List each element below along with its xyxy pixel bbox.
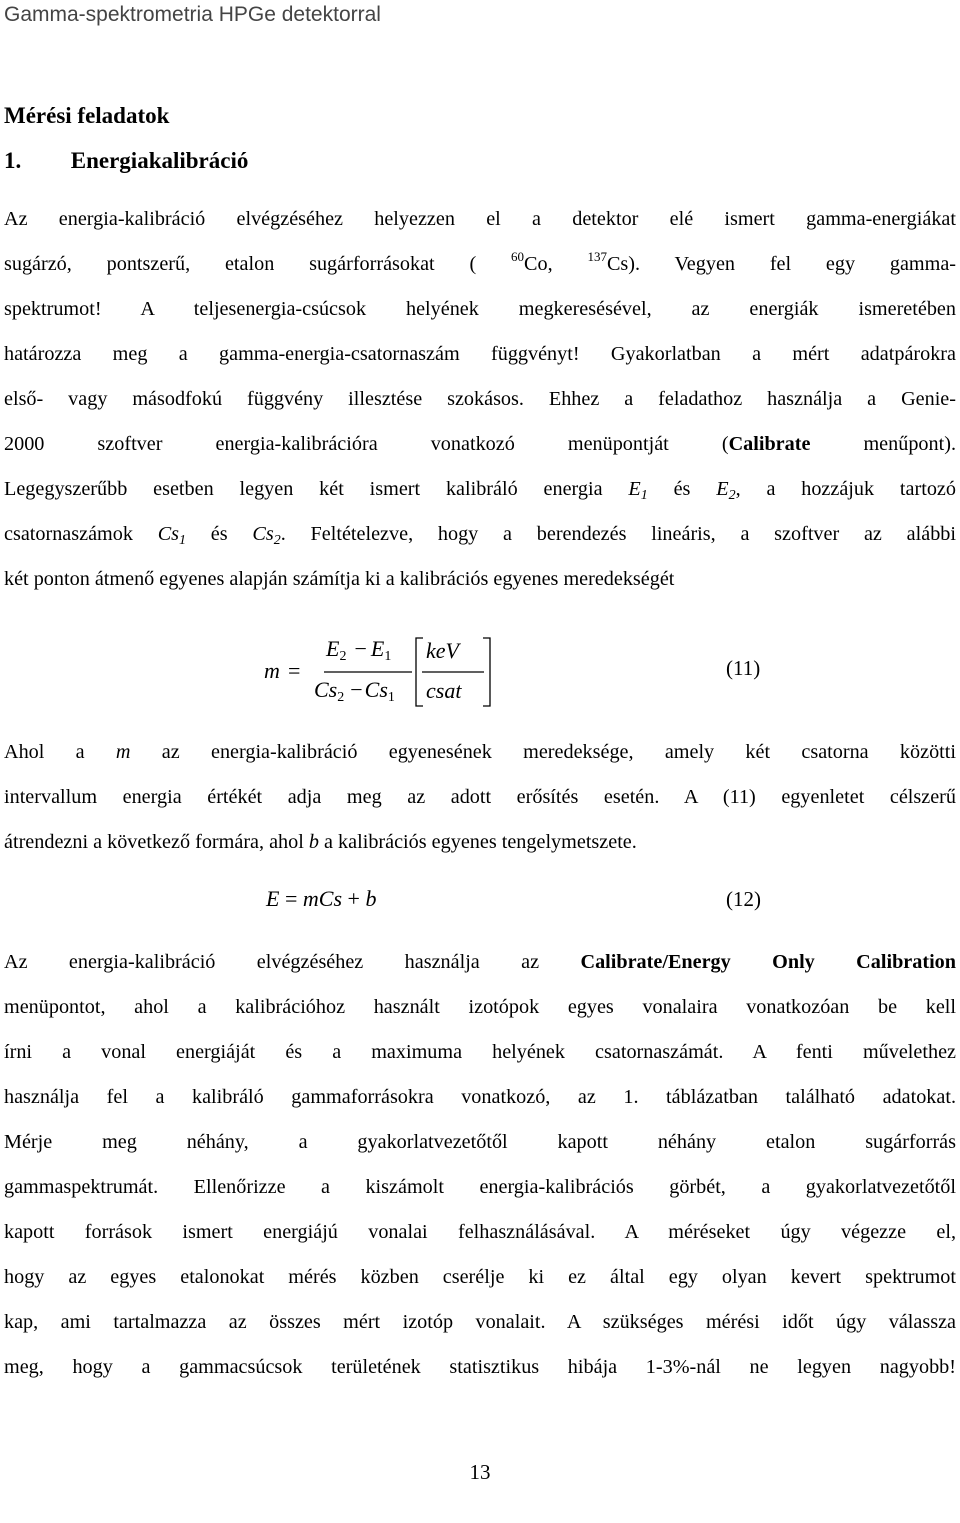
paragraph-line: kapott források ismert energiájú vonalai felhasználásával. A méréseket úgy végezze el, <box>4 1221 956 1243</box>
paragraph-line: 2000 szoftver energia-kalibrációra vonatkozó menüpontját (Calibrate menűpont). <box>4 433 956 455</box>
subsection-title <box>4 148 248 174</box>
paragraph-calibration-procedure <box>4 940 956 1390</box>
paragraph-line: kap, ami tartalmazza az összes mért izotóp vonalait. A szükséges mérési időt úgy válassza <box>4 1311 956 1333</box>
page-number: 13 <box>469 1460 491 1484</box>
paragraph-line: határozza meg a gamma-energia-csatornaszám függvényt! Gyakorlatban a mért adatpárokra <box>4 343 956 365</box>
equation-11-number: (11) <box>726 656 761 680</box>
equation-12: E = mCs + b <box>266 886 377 911</box>
paragraph-line: két ponton átmenő egyenes alapján számítja ki a kalibrációs egyenes meredekségét <box>4 568 675 590</box>
menu-term-calibrate: Calibrate <box>728 433 811 455</box>
paragraph-line: menüpontot, ahol a kalibrációhoz használt izotópok egyes vonalaira vonatkozóan be kell <box>4 996 956 1018</box>
paragraph-slope-explanation <box>4 730 956 865</box>
subsection-label: Energiakalibráció <box>70 148 249 173</box>
paragraph-line: Mérje meg néhány, a gyakorlatvezetőtől kapott néhány etalon sugárforrás <box>4 1131 956 1153</box>
paragraph-line: intervallum energia értékét adja meg az adott erősítés esetén. A (11) egyenletet célszerű <box>4 786 956 808</box>
paragraph-line: írni a vonal energiáját és a maximuma helyének csatornaszámát. A fenti művelethez <box>4 1041 956 1063</box>
menu-term-energy-only-calibration: Calibrate/Energy Only Calibration <box>580 951 956 973</box>
paragraph-line: Ahol a m az energia-kalibráció egyenesének meredeksége, amely két csatorna közötti <box>4 741 956 763</box>
paragraph-energy-calibration-intro <box>4 197 956 602</box>
paragraph-line: spektrumot! A teljesenergia-csúcsok helyének megkeresésével, az energiák ismeretében <box>4 298 956 320</box>
paragraph-line: sugárzó, pontszerű, etalon sugárforrásokat ( $^{60}$Co, $^{137}$Cs). Vegyen fel egy gamma- <box>4 249 957 275</box>
paragraph-line: használja fel a kalibráló gammaforrásokra vonatkozó, az 1. táblázatban található adatokat. <box>4 1086 956 1108</box>
document-header: Gamma-spektrometria HPGe detektorral <box>4 3 381 26</box>
paragraph-line: meg, hogy a gammacsúcsok területének statisztikus hibája 1-3%-nál ne legyen nagyobb! <box>4 1356 956 1378</box>
paragraph-line: gammaspektrumát. Ellenőrizze a kiszámolt energia-kalibrációs görbét, a gyakorlatvezetőtől <box>4 1176 956 1198</box>
subsection-number: 1. <box>4 148 22 173</box>
paragraph-line: Az energia-kalibráció elvégzéséhez helyezzen el a detektor elé ismert gamma-energiákat <box>4 208 956 230</box>
section-title: Mérési feladatok <box>4 103 170 128</box>
paragraph-line: első- vagy másodfokú függvény illesztése szokásos. Ehhez a feladathoz használja a Genie- <box>4 388 956 410</box>
equation-11: m = $E_2 - E_1$ $Cs_2 -Cs_1$ keV csat <box>260 632 520 712</box>
paragraph-line: Legegyszerűbb esetben legyen két ismert kalibráló energia $E_1$ és $E_2$, a hozzájuk tartozó <box>4 478 956 503</box>
equation-12-number: (12) <box>726 887 761 911</box>
paragraph-line: csatornaszámok $Cs_1$ és $Cs_2$. Feltételezve, hogy a berendezés lineáris, a szoftver az alábbi <box>4 523 956 548</box>
paragraph-line: átrendezni a következő formára, ahol b a kalibrációs egyenes tengelymetszete. <box>4 831 637 853</box>
paragraph-line: Az energia-kalibráció elvégzéséhez használja az Calibrate/Energy Only Calibration <box>4 951 956 973</box>
paragraph-line: hogy az egyes etalonokat mérés közben cserélje ki ez által egy olyan kevert spektrumot <box>4 1266 956 1288</box>
